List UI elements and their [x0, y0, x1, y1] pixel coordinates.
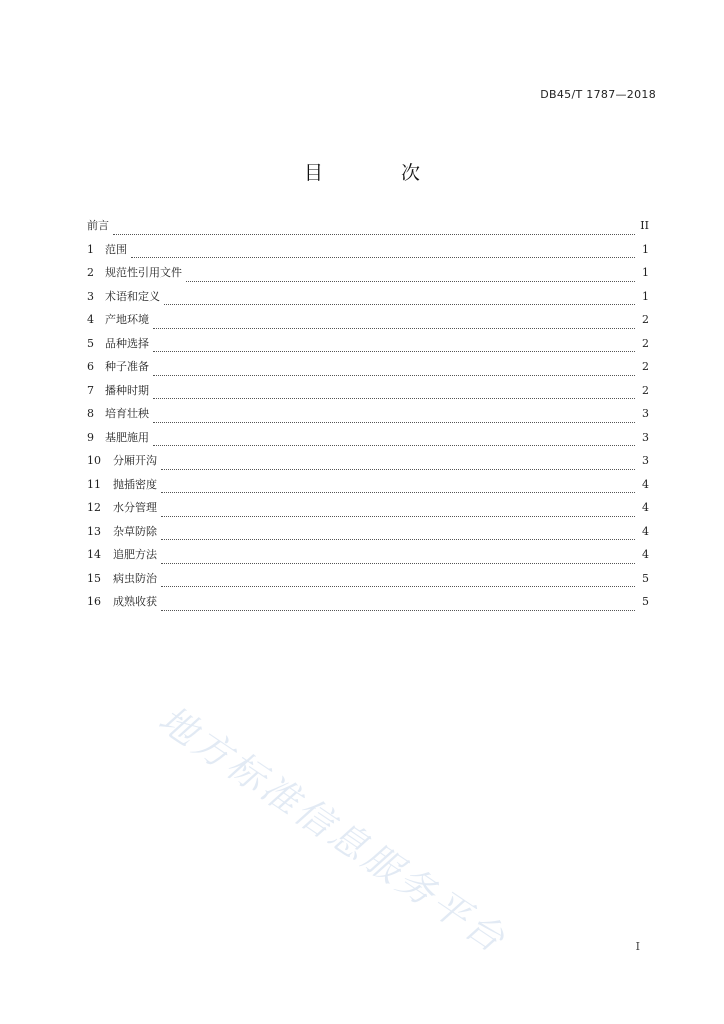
toc-entry-number: 3 [87, 289, 94, 303]
toc-entry-page: 1 [642, 289, 649, 303]
watermark: 地方标准信息服务平台 [150, 697, 515, 963]
toc-entry-number: 4 [87, 313, 94, 326]
standard-code: DB45/T 1787—2018 [540, 88, 656, 101]
toc-entry-number: 12 [87, 501, 101, 514]
toc-entry-page: 1 [642, 242, 649, 256]
toc-entry-number: 14 [87, 548, 101, 561]
toc-entry-number: 10 [87, 454, 101, 467]
toc-entry-number: 6 [87, 360, 94, 373]
toc-entry-page: 2 [642, 383, 649, 397]
toc-entry-label: 病虫防治 [113, 571, 157, 585]
toc-leader-dots [131, 256, 635, 258]
toc-entry[interactable] [87, 430, 649, 454]
toc-entry-label: 术语和定义 [105, 289, 160, 303]
toc-entry[interactable] [87, 336, 649, 360]
toc-entry-number: 16 [87, 595, 101, 608]
toc-entry[interactable] [87, 500, 649, 524]
toc-leader-dots [161, 609, 635, 611]
toc-entry-page: 4 [642, 548, 649, 561]
toc-entry[interactable] [87, 312, 649, 336]
toc-entry-number: 5 [87, 336, 94, 350]
toc-entry[interactable] [87, 547, 649, 571]
toc-leader-dots [153, 327, 635, 329]
toc-entry-label: 抛插密度 [113, 477, 157, 491]
toc-entry-label: 种子准备 [105, 360, 149, 373]
toc-entry-page: 4 [642, 501, 649, 514]
toc-entry[interactable] [87, 524, 649, 548]
toc-entry-page: 1 [642, 266, 649, 279]
toc-entry-number: 11 [87, 477, 101, 491]
toc-leader-dots [161, 491, 635, 493]
table-of-contents [87, 218, 649, 618]
toc-entry-number: 9 [87, 430, 94, 444]
toc-entry-label: 产地环境 [105, 313, 149, 326]
page-number: I [635, 940, 640, 953]
toc-entry[interactable] [87, 242, 649, 266]
toc-entry-number: 13 [87, 524, 101, 538]
toc-entry[interactable] [87, 453, 649, 477]
toc-entry-label: 成熟收获 [113, 595, 157, 608]
toc-leader-dots [153, 374, 635, 376]
toc-leader-dots [153, 421, 635, 423]
toc-entry-label: 前言 [87, 219, 109, 232]
toc-leader-dots [164, 303, 635, 305]
toc-leader-dots [153, 444, 635, 446]
toc-leader-dots [113, 233, 635, 235]
toc-entry-number: 1 [87, 242, 94, 256]
toc-entry-page: II [640, 219, 649, 232]
toc-entry-number: 8 [87, 407, 94, 420]
toc-entry-label: 播种时期 [105, 383, 149, 397]
toc-entry-page: 5 [642, 595, 649, 608]
toc-leader-dots [153, 350, 635, 352]
toc-entry-number: 15 [87, 571, 101, 585]
toc-entry[interactable] [87, 289, 649, 313]
toc-leader-dots [161, 538, 635, 540]
toc-leader-dots [153, 397, 635, 399]
toc-entry-number: 7 [87, 383, 94, 397]
toc-entry-number: 2 [87, 266, 94, 279]
toc-entry-label: 基肥施用 [105, 430, 149, 444]
toc-entry[interactable] [87, 218, 649, 242]
toc-entry[interactable] [87, 594, 649, 618]
toc-entry-label: 追肥方法 [113, 548, 157, 561]
toc-entry[interactable] [87, 571, 649, 595]
toc-entry[interactable] [87, 359, 649, 383]
toc-entry-page: 2 [642, 360, 649, 373]
toc-entry-label: 水分管理 [113, 501, 157, 514]
toc-leader-dots [161, 585, 635, 587]
toc-entry-label: 杂草防除 [113, 524, 157, 538]
toc-leader-dots [186, 280, 635, 282]
toc-leader-dots [161, 562, 635, 564]
toc-entry-page: 3 [642, 407, 649, 420]
toc-entry-label: 品种选择 [105, 336, 149, 350]
toc-entry[interactable] [87, 383, 649, 407]
toc-entry-page: 3 [642, 454, 649, 467]
toc-leader-dots [161, 515, 635, 517]
page-title: 目 次 [303, 162, 457, 184]
toc-leader-dots [161, 468, 635, 470]
toc-entry[interactable] [87, 406, 649, 430]
toc-entry-page: 4 [642, 477, 649, 491]
toc-entry-page: 2 [642, 336, 649, 350]
toc-entry[interactable] [87, 477, 649, 501]
toc-entry-label: 分厢开沟 [113, 454, 157, 467]
toc-entry-page: 2 [642, 313, 649, 326]
toc-entry[interactable] [87, 265, 649, 289]
toc-entry-page: 3 [642, 430, 649, 444]
toc-entry-label: 培育壮秧 [105, 407, 149, 420]
toc-entry-label: 规范性引用文件 [105, 266, 182, 279]
toc-entry-page: 5 [642, 571, 649, 585]
toc-entry-page: 4 [642, 524, 649, 538]
toc-entry-label: 范围 [105, 242, 127, 256]
